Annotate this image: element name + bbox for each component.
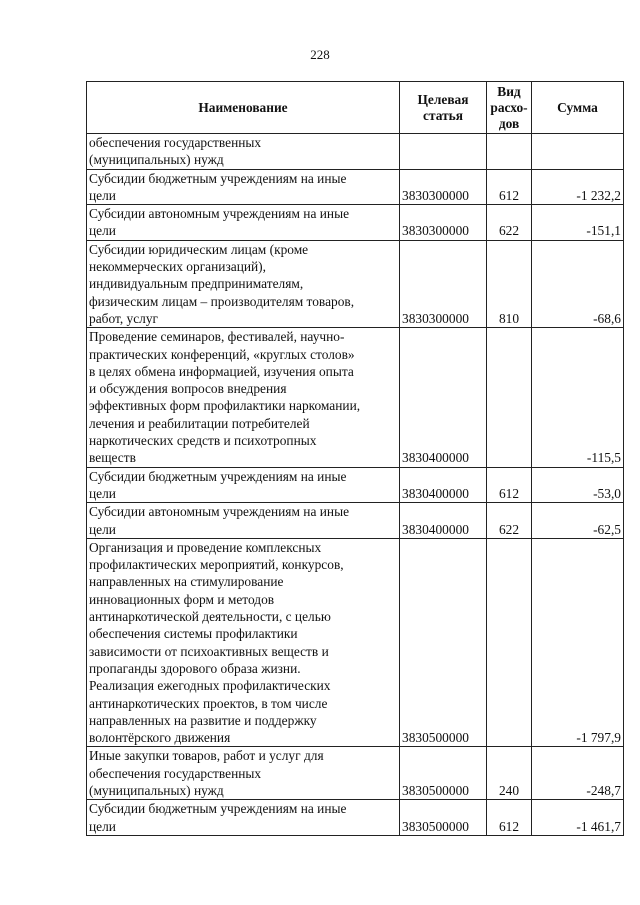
header-code-line: Целевая	[417, 91, 469, 107]
cell-sum: -68,6	[532, 240, 624, 327]
cell-name-line: наркотических средств и психотропных	[89, 433, 317, 449]
cell-name	[87, 800, 400, 836]
cell-expense-type: 240	[487, 747, 532, 800]
cell-sum: -248,7	[532, 747, 624, 800]
header-type-line: дов	[498, 115, 520, 131]
cell-name-line: цели	[89, 223, 116, 239]
cell-name-line: цели	[89, 818, 116, 834]
cell-name-line: практических конференций, «круглых столов»	[89, 346, 355, 362]
cell-target-article: 3830400000	[400, 503, 487, 539]
cell-sum: -62,5	[532, 503, 624, 539]
cell-expense-type: 622	[487, 205, 532, 241]
cell-name-line: цели	[89, 485, 116, 501]
cell-name-line: направленных на стимулирование	[89, 574, 284, 590]
table-row	[87, 328, 624, 467]
cell-name	[87, 538, 400, 747]
cell-name	[87, 240, 400, 327]
cell-name-line: Субсидии юридическим лицам (кроме	[89, 241, 309, 257]
cell-name-line: волонтёрского движения	[89, 730, 231, 746]
page-number: 228	[310, 47, 330, 62]
cell-name	[87, 747, 400, 800]
table-row	[87, 240, 624, 327]
cell-target-article: 3830500000	[400, 538, 487, 747]
table-header-row	[87, 82, 624, 134]
cell-name-line: физическим лицам – производителям товаров,	[89, 293, 355, 309]
header-code-line: статья	[423, 107, 463, 123]
cell-expense-type: 612	[487, 467, 532, 503]
cell-sum: -151,1	[532, 205, 624, 241]
cell-sum: -1 232,2	[532, 169, 624, 205]
cell-name-line: антинаркотической деятельности, с целью	[89, 609, 331, 625]
cell-name-line: обеспечения системы профилактики	[89, 626, 298, 642]
cell-name-line: работ, услуг	[89, 310, 159, 326]
cell-target-article: 3830300000	[400, 205, 487, 241]
cell-target-article: 3830300000	[400, 240, 487, 327]
cell-name-line: Реализация ежегодных профилактических	[89, 678, 331, 694]
cell-name-line: Проведение семинаров, фестивалей, научно-	[89, 329, 345, 345]
budget-table	[86, 81, 624, 836]
cell-name-line: обеспечения государственных	[89, 765, 262, 781]
header-code	[400, 82, 487, 134]
cell-name-line: Субсидии автономным учреждениям на иные	[89, 206, 350, 222]
cell-name-line: Субсидии автономным учреждениям на иные	[89, 504, 350, 520]
cell-target-article: 3830400000	[400, 467, 487, 503]
cell-name-line: в целях обмена информацией, изучения опыта	[89, 363, 354, 379]
cell-name-line: Субсидии бюджетным учреждениям на иные	[89, 468, 347, 484]
cell-sum: -1 797,9	[532, 538, 624, 747]
cell-name-line: инновационных форм и методов	[89, 591, 275, 607]
cell-name-line: Субсидии бюджетным учреждениям на иные	[89, 170, 347, 186]
cell-name-line: антинаркотических проектов, в том числе	[89, 695, 328, 711]
table-row	[87, 169, 624, 205]
cell-name-line: Субсидии бюджетным учреждениям на иные	[89, 801, 347, 817]
header-type	[487, 82, 532, 134]
cell-expense-type	[487, 328, 532, 467]
table-row	[87, 134, 624, 170]
cell-sum	[532, 134, 624, 170]
cell-name-line: цели	[89, 187, 116, 203]
cell-name-line: некоммерческих организаций),	[89, 259, 266, 275]
table-row	[87, 205, 624, 241]
cell-target-article: 3830400000	[400, 328, 487, 467]
cell-name-line: обеспечения государственных	[89, 135, 262, 150]
cell-name-line: (муниципальных) нужд	[89, 782, 224, 798]
table-row	[87, 467, 624, 503]
cell-name-line: Организация и проведение комплексных	[89, 539, 322, 555]
header-type-line: Вид	[497, 83, 521, 99]
cell-name	[87, 328, 400, 467]
cell-name-line: зависимости от психоактивных веществ и	[89, 643, 329, 659]
cell-expense-type	[487, 538, 532, 747]
cell-name-line: лечения и реабилитации потребителей	[89, 415, 310, 431]
cell-name-line: цели	[89, 521, 116, 537]
cell-sum: -1 461,7	[532, 800, 624, 836]
table-row	[87, 538, 624, 747]
header-type-line: расхо-	[490, 99, 528, 115]
cell-expense-type: 612	[487, 169, 532, 205]
table-row	[87, 503, 624, 539]
cell-sum: -53,0	[532, 467, 624, 503]
cell-target-article: 3830300000	[400, 169, 487, 205]
cell-name-line: индивидуальным предпринимателям,	[89, 276, 304, 292]
cell-target-article: 3830500000	[400, 747, 487, 800]
cell-sum: -115,5	[532, 328, 624, 467]
cell-name-line: направленных на развитие и поддержку	[89, 712, 317, 728]
cell-name	[87, 169, 400, 205]
cell-name-line: и обсуждения вопросов внедрения	[89, 381, 287, 397]
cell-name-line: профилактических мероприятий, конкурсов,	[89, 557, 344, 573]
table-row	[87, 800, 624, 836]
cell-name	[87, 205, 400, 241]
cell-name-line: веществ	[89, 450, 136, 466]
cell-target-article	[400, 134, 487, 170]
cell-name-line: эффективных форм профилактики наркомании,	[89, 398, 361, 414]
header-sum: Сумма	[532, 82, 624, 134]
header-name: Наименование	[87, 82, 400, 134]
table-row	[87, 747, 624, 800]
cell-name	[87, 134, 400, 170]
cell-name-line: пропаганды здорового образа жизни.	[89, 660, 301, 676]
cell-name-line: Иные закупки товаров, работ и услуг для	[89, 748, 324, 764]
cell-expense-type: 810	[487, 240, 532, 327]
cell-expense-type: 622	[487, 503, 532, 539]
cell-expense-type: 612	[487, 800, 532, 836]
cell-target-article: 3830500000	[400, 800, 487, 836]
cell-expense-type	[487, 134, 532, 170]
cell-name	[87, 467, 400, 503]
cell-name-line: (муниципальных) нужд	[89, 152, 224, 168]
cell-name	[87, 503, 400, 539]
